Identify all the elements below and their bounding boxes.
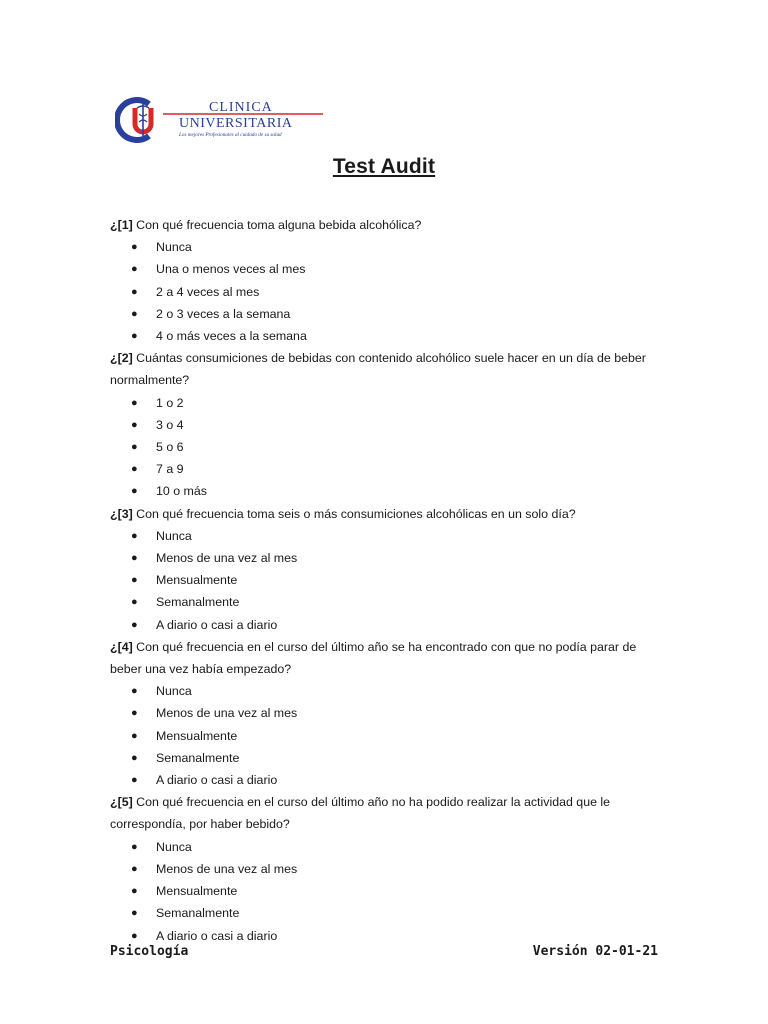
option-list (110, 836, 670, 947)
question-block (110, 503, 670, 636)
questionnaire (110, 214, 670, 947)
bullet-icon: ● (131, 862, 138, 875)
bullet-icon: ● (131, 907, 138, 920)
logo-line2: UNIVERSITARIA (179, 116, 293, 131)
bullet-icon: ● (131, 307, 138, 320)
list-item: ● 4 o más veces a la semana (110, 325, 670, 347)
list-item: ● Semanalmente (110, 747, 670, 769)
list-item: ● Menos de una vez al mes (110, 858, 670, 880)
question-block (110, 791, 670, 946)
question-number: ¿[5] (110, 795, 133, 810)
bullet-icon: ● (131, 330, 138, 343)
bullet-icon: ● (131, 751, 138, 764)
bullet-icon: ● (131, 840, 138, 853)
bullet-icon: ● (131, 263, 138, 276)
option-list (110, 680, 670, 791)
list-item: ● Nunca (110, 236, 670, 258)
list-item: ● Mensualmente (110, 569, 670, 591)
list-item: ● Menos de una vez al mes (110, 702, 670, 724)
list-item: ● 7 a 9 (110, 458, 670, 480)
list-item: ● A diario o casi a diario (110, 614, 670, 636)
list-item: ● Nunca (110, 525, 670, 547)
list-item: ● Una o menos veces al mes (110, 258, 670, 280)
question-block (110, 636, 670, 791)
list-item: ● A diario o casi a diario (110, 769, 670, 791)
list-item: ● 2 a 4 veces al mes (110, 281, 670, 303)
question-text: ¿[1] Con qué frecuencia toma alguna bebida alcohólica? (110, 218, 422, 232)
footer-department: Psicología (110, 944, 189, 959)
logo-tagline: Los mejores Profesionales al cuidado de su salud (179, 132, 282, 138)
question-text: ¿[2] Cuántas consumiciones de bebidas con contenido alcohólico suele hacer en un día de beber normalmente? (110, 351, 646, 388)
list-item: ● 1 o 2 (110, 392, 670, 414)
bullet-icon: ● (131, 618, 138, 631)
list-item: ● A diario o casi a diario (110, 925, 670, 947)
bullet-icon: ● (131, 707, 138, 720)
list-item: ● 2 o 3 veces a la semana (110, 303, 670, 325)
list-item: ● Nunca (110, 836, 670, 858)
bullet-icon: ● (131, 729, 138, 742)
page-title: Test Audit (332, 155, 436, 178)
bullet-icon: ● (131, 929, 138, 942)
question-number: ¿[3] (110, 506, 133, 521)
question-number: ¿[1] (110, 218, 133, 232)
question-block (110, 214, 670, 347)
question-text: ¿[3] Con qué frecuencia toma seis o más consumiciones alcohólicas en un solo día? (110, 506, 576, 521)
list-item: ● 5 o 6 (110, 436, 670, 458)
footer-version: Versión 02-01-21 (532, 944, 658, 959)
question-text: ¿[5] Con qué frecuencia en el curso del último año no ha podido realizar la actividad que le correspondía, por haber bebido? (110, 795, 611, 832)
clinic-logo (115, 96, 325, 144)
question-number: ¿[4] (110, 639, 133, 654)
page-footer (110, 944, 658, 959)
list-item: ● Nunca (110, 680, 670, 702)
question-number: ¿[2] (110, 351, 133, 366)
bullet-icon: ● (131, 463, 138, 476)
logo-line1: CLINICA (209, 100, 273, 115)
bullet-icon: ● (131, 396, 138, 409)
bullet-icon: ● (131, 596, 138, 609)
bullet-icon: ● (131, 529, 138, 542)
bullet-icon: ● (131, 241, 138, 254)
bullet-icon: ● (131, 774, 138, 787)
bullet-icon: ● (131, 418, 138, 431)
list-item: ● 3 o 4 (110, 414, 670, 436)
bullet-icon: ● (131, 441, 138, 454)
bullet-icon: ● (131, 574, 138, 587)
question-text: ¿[4] Con qué frecuencia en el curso del último año se ha encontrado con que no podía parar de beber una vez había empezado? (110, 639, 637, 677)
option-list (110, 525, 670, 636)
option-list (110, 236, 670, 347)
list-item: ● 10 o más (110, 480, 670, 502)
bullet-icon: ● (131, 885, 138, 898)
list-item: ● Semanalmente (110, 902, 670, 924)
list-item: ● Semanalmente (110, 591, 670, 613)
bullet-icon: ● (131, 552, 138, 565)
question-block (110, 347, 670, 502)
option-list (110, 392, 670, 503)
bullet-icon: ● (131, 685, 138, 698)
list-item: ● Mensualmente (110, 725, 670, 747)
bullet-icon: ● (131, 285, 138, 298)
list-item: ● Mensualmente (110, 880, 670, 902)
list-item: ● Menos de una vez al mes (110, 547, 670, 569)
bullet-icon: ● (131, 485, 138, 498)
